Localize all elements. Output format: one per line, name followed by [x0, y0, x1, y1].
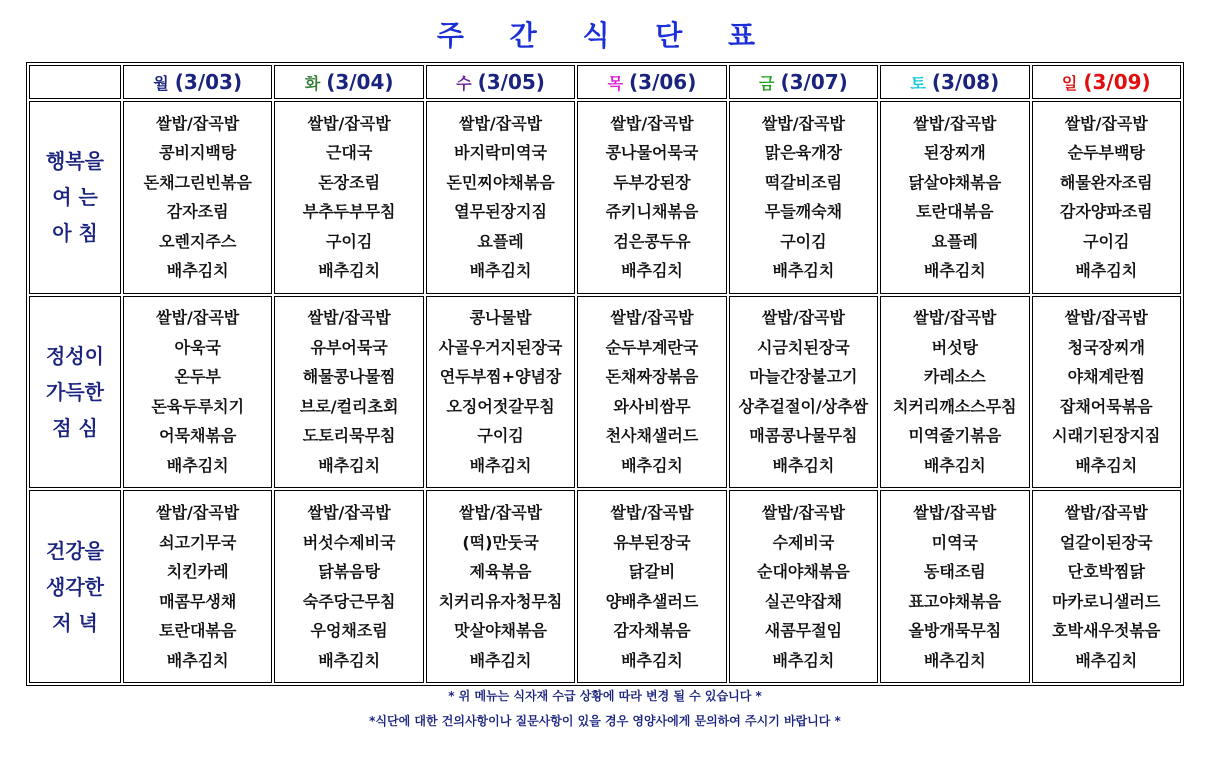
meal-rows	[29, 101, 1181, 683]
menu-item: 구이김	[1083, 231, 1130, 251]
menu-cell	[123, 296, 272, 489]
menu-item: 배추김치	[621, 455, 683, 475]
menu-item: 우엉채조림	[310, 621, 388, 641]
menu-item: 감자조림	[166, 202, 229, 222]
menu-item: 무들깨숙채	[764, 202, 843, 222]
menu-cell	[880, 101, 1029, 294]
menu-item: 쌀밥/잡곡밥	[913, 308, 997, 328]
menu-item: 배추김치	[772, 261, 835, 281]
menu-item: 쌀밥/잡곡밥	[610, 503, 694, 523]
menu-item: 어묵채볶음	[159, 426, 237, 446]
day-header-fri	[729, 65, 878, 99]
day-header-wed	[426, 65, 575, 99]
day-header-row	[29, 65, 1181, 99]
menu-item: 쌀밥/잡곡밥	[307, 113, 391, 133]
menu-item: 호박새우젓볶음	[1052, 621, 1161, 641]
menu-item: 실곤약잡채	[764, 591, 843, 611]
menu-item: 돈민찌야채볶음	[446, 172, 555, 192]
menu-cell	[880, 296, 1029, 489]
menu-item: 버섯탕	[931, 337, 978, 357]
menu-item: 버섯수제비국	[302, 532, 396, 552]
day-name: 목	[607, 74, 624, 93]
menu-cell	[577, 296, 726, 489]
menu-item: 돈육두루치기	[151, 396, 245, 416]
menu-cell	[274, 490, 423, 683]
menu-item: 돈채그린빈볶음	[143, 172, 252, 192]
day-header-mon	[123, 65, 272, 99]
menu-item: 닭볶음탕	[318, 562, 381, 582]
menu-item: 쌀밥/잡곡밥	[307, 503, 391, 523]
menu-cell	[729, 296, 878, 489]
menu-item: 올방개묵무침	[908, 621, 1002, 641]
menu-item: 치킨카레	[166, 562, 229, 582]
meal-label-line: 아 침	[52, 221, 98, 246]
menu-item: 표고야채볶음	[908, 591, 1002, 611]
menu-item: 맑은육개장	[764, 143, 843, 163]
menu-item: 치커리깨소스무침	[892, 396, 1017, 416]
menu-item: 연두부찜+양념장	[439, 367, 562, 387]
menu-item: 제육볶음	[469, 562, 532, 582]
menu-item: 배추김치	[166, 455, 229, 475]
menu-cell	[1032, 101, 1181, 294]
menu-cell	[274, 296, 423, 489]
menu-item: 단호박찜닭	[1067, 562, 1145, 582]
menu-item: 매콤무생채	[159, 591, 237, 611]
menu-item: 쌀밥/잡곡밥	[913, 113, 997, 133]
day-header-thu	[577, 65, 726, 99]
menu-item: 와사비쌈무	[613, 396, 691, 416]
day-name: 금	[758, 74, 775, 93]
menu-item: 구이김	[477, 426, 524, 446]
menu-cell	[729, 490, 878, 683]
meal-label	[29, 490, 121, 683]
day-name: 화	[304, 74, 321, 93]
day-name: 일	[1061, 74, 1078, 93]
menu-item: 배추김치	[772, 455, 835, 475]
menu-item: 쇠고기무국	[159, 532, 237, 552]
menu-item: 배추김치	[469, 261, 532, 281]
day-name: 토	[910, 74, 926, 93]
menu-item: 콩나물어묵국	[605, 143, 699, 163]
meal-label-line: 행복을	[46, 149, 104, 174]
menu-cell	[577, 490, 726, 683]
menu-item: 쌀밥/잡곡밥	[1064, 308, 1148, 328]
menu-item: 순두부계란국	[605, 337, 699, 357]
meal-label-line: 여 는	[52, 185, 98, 210]
meal-label-line: 저 녁	[52, 610, 98, 635]
menu-cell	[729, 101, 878, 294]
menu-item: 미역줄기볶음	[908, 426, 1002, 446]
menu-item: 부추두부무침	[302, 202, 396, 222]
menu-item: 아욱국	[174, 337, 221, 357]
day-name: 월	[153, 74, 169, 93]
menu-item: 얼갈이된장국	[1059, 532, 1153, 552]
menu-item: 시래기된장지짐	[1052, 426, 1161, 446]
menu-item: 쌀밥/잡곡밥	[1064, 503, 1148, 523]
meal-label	[29, 101, 121, 294]
menu-item: 사골우거지된장국	[438, 337, 563, 357]
menu-cell	[274, 101, 423, 294]
day-date: (3/04)	[326, 70, 394, 94]
menu-item: 맛살야채볶음	[454, 621, 547, 641]
menu-item: 요플레	[931, 231, 978, 251]
menu-item: 검은콩두유	[613, 231, 691, 251]
menu-item: 마늘간장불고기	[749, 367, 858, 387]
day-date: (3/06)	[629, 70, 697, 94]
menu-cell	[1032, 296, 1181, 489]
menu-item: 떡갈비조림	[764, 172, 843, 192]
day-header-sat	[880, 65, 1029, 99]
menu-item: 열무된장지짐	[454, 202, 547, 222]
menu-item: 배추김치	[166, 261, 229, 281]
meal-label-line: 정성이	[46, 343, 104, 368]
menu-item: 온두부	[174, 367, 221, 387]
menu-item: 새콤무절임	[764, 621, 843, 641]
menu-item: 돈채짜장볶음	[605, 367, 699, 387]
menu-item: 배추김치	[923, 455, 986, 475]
day-name: 수	[456, 74, 472, 93]
menu-item: 상추겉절이/상추쌈	[738, 396, 869, 416]
menu-cell	[880, 490, 1029, 683]
menu-item: 쌀밥/잡곡밥	[156, 113, 240, 133]
page-title: 주 간 식 단 표	[436, 19, 774, 52]
menu-item: 양배추샐러드	[605, 591, 699, 611]
menu-item: 해물콩나물찜	[302, 367, 396, 387]
corner-cell	[29, 65, 121, 99]
menu-item: 수제비국	[772, 532, 835, 552]
meal-label-line: 건강을	[46, 538, 104, 563]
menu-item: 유부된장국	[613, 532, 691, 552]
menu-item: 쌀밥/잡곡밥	[761, 503, 845, 523]
day-header-tue	[274, 65, 423, 99]
menu-item: 쌀밥/잡곡밥	[610, 308, 694, 328]
menu-cell	[426, 296, 575, 489]
menu-item: 쌀밥/잡곡밥	[610, 113, 694, 133]
menu-item: 쌀밥/잡곡밥	[1064, 113, 1148, 133]
day-date: (3/05)	[477, 70, 545, 94]
day-header-sun	[1032, 65, 1181, 99]
menu-item: 쌀밥/잡곡밥	[156, 503, 240, 523]
menu-item: 감자채볶음	[613, 621, 691, 641]
menu-item: 오징어젓갈무침	[446, 396, 555, 416]
menu-item: 쌀밥/잡곡밥	[307, 308, 391, 328]
menu-item: 쌀밥/잡곡밥	[458, 113, 543, 133]
menu-item: 구이김	[780, 231, 827, 251]
menu-cell	[123, 101, 272, 294]
menu-item: 근대국	[325, 143, 373, 163]
day-date: (3/08)	[931, 70, 1000, 94]
menu-item: 배추김치	[318, 455, 381, 475]
menu-item: 배추김치	[621, 650, 683, 670]
menu-item: 배추김치	[621, 261, 683, 281]
menu-item: (떡)만둣국	[462, 532, 539, 552]
meal-label	[29, 296, 121, 489]
menu-item: 마카로니샐러드	[1052, 591, 1161, 611]
meal-label-line: 가득한	[46, 379, 104, 404]
menu-item: 쥬키니채볶음	[605, 202, 699, 222]
menu-item: 매콤콩나물무침	[749, 426, 858, 446]
meal-row-lunch	[29, 296, 1181, 489]
menu-item: 감자양파조림	[1059, 202, 1153, 222]
menu-item: 쌀밥/잡곡밥	[761, 113, 845, 133]
menu-item: 요플레	[477, 231, 524, 251]
menu-item: 닭갈비	[628, 562, 676, 582]
menu-item: 시금치된장국	[757, 337, 850, 357]
day-date: (3/09)	[1083, 70, 1151, 94]
menu-item: 유부어묵국	[310, 337, 388, 357]
menu-item: 청국장찌개	[1067, 337, 1145, 357]
menu-item: 치커리유자청무침	[438, 591, 563, 611]
menu-item: 배추김치	[1075, 455, 1138, 475]
menu-item: 토란대볶음	[916, 202, 994, 222]
menu-item: 된장찌개	[923, 143, 986, 163]
menu-item: 미역국	[931, 532, 978, 552]
menu-cell	[1032, 490, 1181, 683]
meal-label-line: 점 심	[52, 415, 98, 440]
menu-item: 배추김치	[166, 650, 229, 670]
note-contact-dietitian: *식단에 대한 건의사항이나 질문사항이 있을 경우 영양사에게 문의하여 주시기 바랍니다 *	[369, 714, 841, 728]
menu-item: 배추김치	[1075, 261, 1138, 281]
menu-item: 숙주당근무침	[302, 591, 396, 611]
meal-row-breakfast	[29, 101, 1181, 294]
meal-label-line: 생각한	[46, 574, 104, 599]
menu-item: 쌀밥/잡곡밥	[156, 308, 240, 328]
menu-item: 바지락미역국	[454, 143, 547, 163]
menu-item: 해물완자조림	[1059, 172, 1153, 192]
menu-item: 콩비지백탕	[159, 143, 237, 163]
menu-item: 배추김치	[318, 261, 381, 281]
menu-item: 배추김치	[469, 455, 532, 475]
day-date: (3/03)	[174, 70, 243, 94]
menu-item: 구이김	[325, 231, 373, 251]
note-menu-change: * 위 메뉴는 식자재 수급 상황에 따라 변경 될 수 있습니다 *	[448, 689, 762, 703]
menu-item: 두부강된장	[613, 172, 691, 192]
menu-item: 콩나물밥	[469, 308, 532, 328]
meal-row-dinner	[29, 490, 1181, 683]
menu-item: 토란대볶음	[159, 621, 237, 641]
menu-item: 쌀밥/잡곡밥	[913, 503, 997, 523]
menu-item: 도토리묵무침	[302, 426, 396, 446]
menu-cell	[577, 101, 726, 294]
menu-item: 닭살야채볶음	[908, 172, 1002, 192]
menu-item: 배추김치	[318, 650, 381, 670]
menu-item: 배추김치	[469, 650, 532, 670]
menu-item: 천사채샐러드	[605, 426, 699, 446]
menu-item: 배추김치	[1075, 650, 1138, 670]
menu-item: 돈장조림	[318, 172, 381, 192]
menu-item: 배추김치	[772, 650, 835, 670]
menu-item: 쌀밥/잡곡밥	[761, 308, 845, 328]
menu-item: 브로/컬리초회	[299, 396, 399, 416]
menu-cell	[426, 490, 575, 683]
menu-cell	[426, 101, 575, 294]
menu-item: 배추김치	[923, 261, 986, 281]
menu-item: 순대야채볶음	[757, 562, 850, 582]
menu-item: 배추김치	[923, 650, 986, 670]
menu-item: 야채계란찜	[1067, 367, 1145, 387]
menu-item: 쌀밥/잡곡밥	[458, 503, 543, 523]
menu-item: 오렌지주스	[159, 231, 237, 251]
menu-item: 카레소스	[923, 367, 986, 387]
day-date: (3/07)	[780, 70, 848, 94]
menu-item: 동태조림	[923, 562, 986, 582]
weekly-menu-table	[26, 62, 1184, 686]
menu-item: 순두부백탕	[1067, 143, 1145, 163]
menu-cell	[123, 490, 272, 683]
menu-item: 잡채어묵볶음	[1059, 396, 1153, 416]
